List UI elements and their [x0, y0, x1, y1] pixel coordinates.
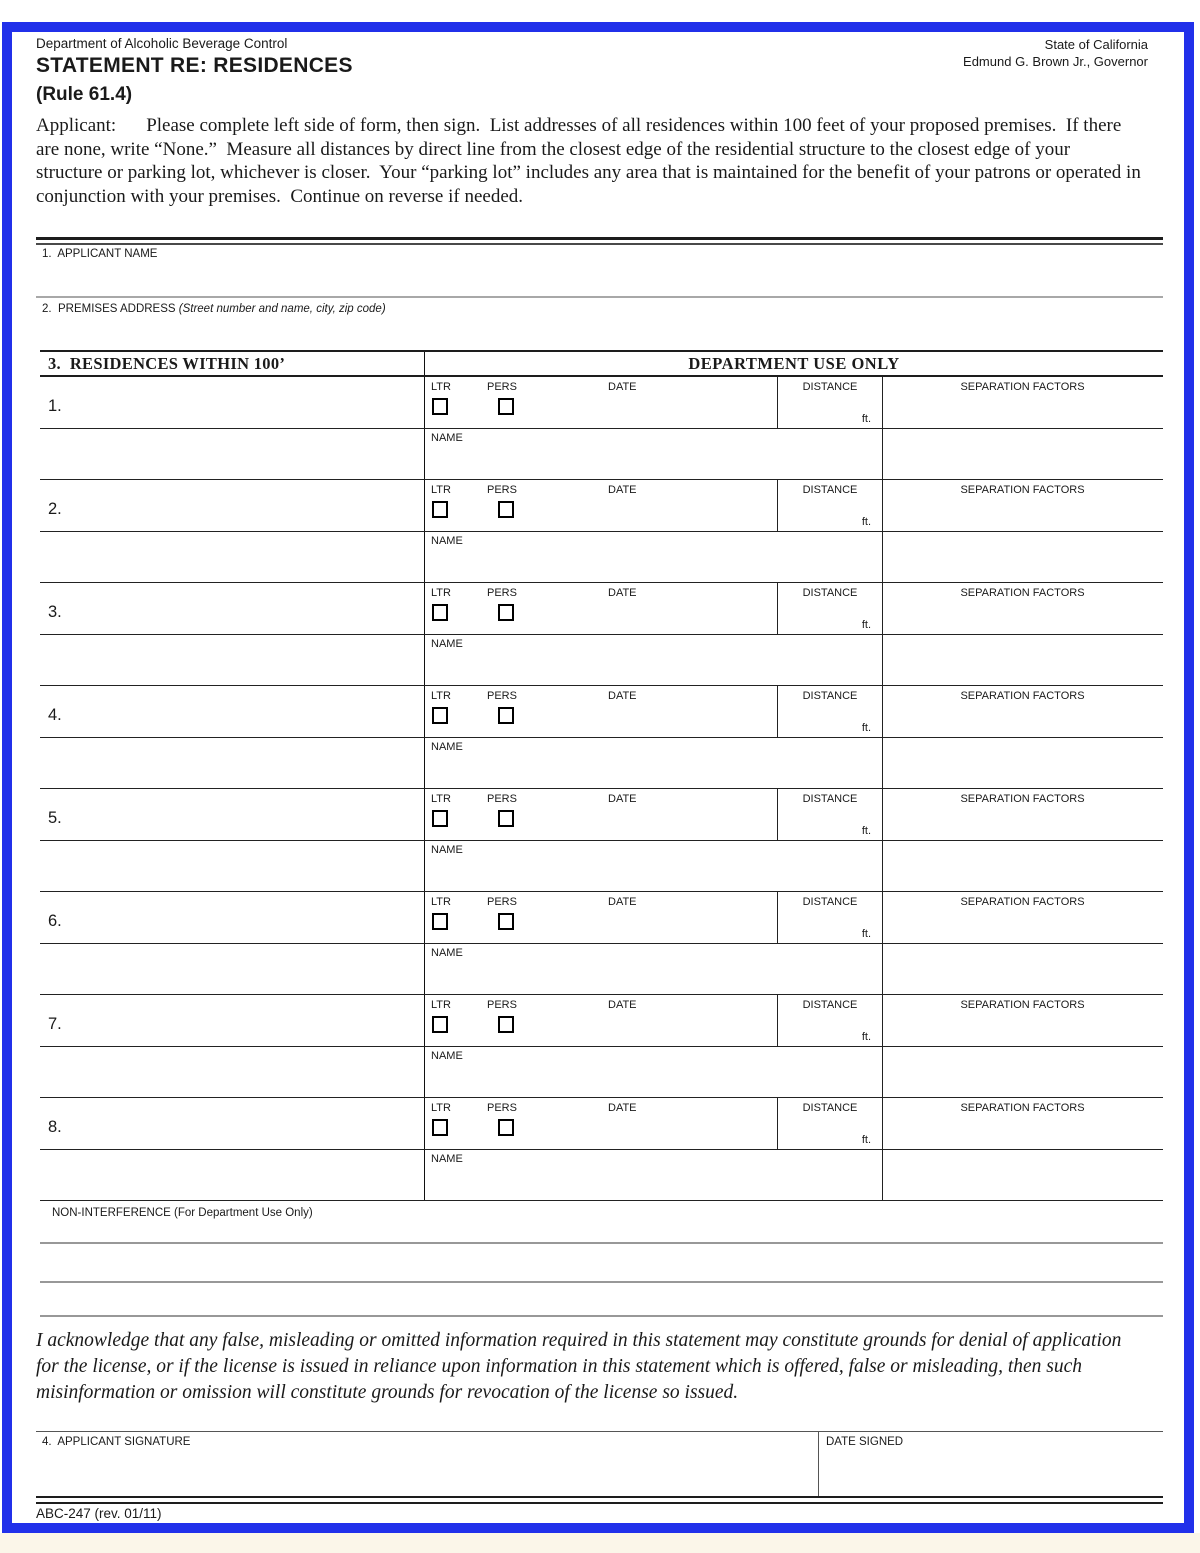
distance-input[interactable] — [778, 494, 868, 516]
residence-number: 2. — [48, 500, 62, 518]
row-subdivider-line — [40, 840, 1163, 841]
distance-label: DISTANCE — [802, 896, 858, 908]
distance-label: DISTANCE — [802, 1102, 858, 1114]
residence-number: 6. — [48, 912, 62, 930]
feet-unit-label: ft. — [861, 516, 871, 528]
pers-checkbox[interactable] — [498, 501, 514, 518]
residence-address-input[interactable] — [40, 377, 423, 428]
premises-address-input[interactable] — [36, 318, 1163, 350]
distance-label: DISTANCE — [802, 587, 858, 599]
ltr-checkbox[interactable] — [432, 1016, 448, 1033]
residence-address-line2-input[interactable] — [40, 738, 423, 788]
date-signed-label: DATE SIGNED — [826, 1436, 904, 1448]
residence-address-line2-input[interactable] — [40, 1150, 423, 1200]
date-label: DATE — [608, 587, 637, 599]
date-input[interactable] — [525, 1112, 775, 1148]
date-input[interactable] — [525, 597, 775, 633]
row-subdivider-line — [40, 737, 1163, 738]
date-input[interactable] — [525, 1009, 775, 1045]
distance-label: DISTANCE — [802, 381, 858, 393]
separation-factors-input[interactable] — [883, 906, 1161, 992]
date-label: DATE — [608, 484, 637, 496]
date-input[interactable] — [525, 803, 775, 839]
ltr-label: LTR — [431, 896, 451, 908]
residence-address-line2-input[interactable] — [40, 429, 423, 479]
residences-header-cell: 3. RESIDENCES WITHIN 100’ — [40, 352, 425, 375]
distance-input[interactable] — [778, 1112, 868, 1134]
distance-label: DISTANCE — [802, 484, 858, 496]
name-label: NAME — [431, 1050, 463, 1062]
separation-factors-input[interactable] — [883, 494, 1161, 580]
separation-factors-label: SEPARATION FACTORS — [960, 1102, 1085, 1114]
row-subdivider-line — [40, 1046, 1163, 1047]
non-interference-label: NON-INTERFERENCE (For Department Use Only) — [52, 1207, 313, 1219]
form-rule-number: (Rule 61.4) — [36, 84, 133, 105]
pers-label: PERS — [487, 587, 517, 599]
ltr-checkbox[interactable] — [432, 501, 448, 518]
distance-input[interactable] — [778, 1009, 868, 1031]
date-label: DATE — [608, 1102, 637, 1114]
date-label: DATE — [608, 896, 637, 908]
residence-row — [40, 1098, 1163, 1201]
separation-factors-input[interactable] — [883, 1112, 1161, 1198]
table-rows — [40, 377, 1163, 1201]
residence-number: 8. — [48, 1118, 62, 1136]
premises-address-label — [42, 303, 386, 315]
non-interference-writing-line[interactable] — [40, 1315, 1163, 1317]
residence-row — [40, 789, 1163, 892]
separation-factors-label: SEPARATION FACTORS — [960, 999, 1085, 1011]
name-label: NAME — [431, 741, 463, 753]
residence-row — [40, 583, 1163, 686]
residence-address-line2-input[interactable] — [40, 841, 423, 891]
ltr-label: LTR — [431, 587, 451, 599]
distance-input[interactable] — [778, 597, 868, 619]
name-label: NAME — [431, 638, 463, 650]
ltr-label: LTR — [431, 484, 451, 496]
acknowledgment-statement: I acknowledge that any false, misleading or omitted information required in this statement may constitute grounds for denial of application for the license, or if the license is issued in reliance upon information in this statement which is offered, false or misleading, then such misinformation or omission will constitute grounds for revocation of the license so issued. — [36, 1330, 1127, 1403]
separation-factors-label: SEPARATION FACTORS — [960, 381, 1085, 393]
residence-address-line2-input[interactable] — [40, 1047, 423, 1097]
double-rule-divider — [36, 237, 1163, 245]
row-subdivider-line — [40, 634, 1163, 635]
feet-unit-label: ft. — [861, 722, 871, 734]
name-label: NAME — [431, 432, 463, 444]
residence-row — [40, 480, 1163, 583]
separation-factors-label: SEPARATION FACTORS — [960, 793, 1085, 805]
separation-factors-input[interactable] — [883, 391, 1161, 477]
distance-input[interactable] — [778, 906, 868, 928]
pers-checkbox[interactable] — [498, 398, 514, 415]
ltr-label: LTR — [431, 999, 451, 1011]
ltr-checkbox[interactable] — [432, 398, 448, 415]
department-use-header-cell: DEPARTMENT USE ONLY — [688, 354, 900, 373]
residence-address-input[interactable] — [40, 1098, 423, 1149]
row-subdivider-line — [40, 428, 1163, 429]
name-label: NAME — [431, 947, 463, 959]
pers-checkbox[interactable] — [498, 810, 514, 827]
residence-address-input[interactable] — [40, 892, 423, 943]
pers-checkbox[interactable] — [498, 707, 514, 724]
row-subdivider-line — [40, 943, 1163, 944]
applicant-signature-label: 4. APPLICANT SIGNATURE — [42, 1436, 191, 1448]
pers-checkbox[interactable] — [498, 1119, 514, 1136]
separation-factors-input[interactable] — [883, 700, 1161, 786]
applicant-name-input[interactable] — [36, 262, 1163, 296]
residence-row — [40, 995, 1163, 1098]
feet-unit-label: ft. — [861, 928, 871, 940]
pers-checkbox[interactable] — [498, 1016, 514, 1033]
ltr-label: LTR — [431, 793, 451, 805]
form-title: STATEMENT RE: RESIDENCES — [36, 54, 353, 77]
applicant-name-label: 1. APPLICANT NAME — [42, 248, 158, 260]
applicant-instructions — [36, 114, 1146, 208]
residences-table — [40, 350, 1163, 1201]
date-label: DATE — [608, 793, 637, 805]
field-divider-line — [36, 296, 1163, 298]
residence-number: 4. — [48, 706, 62, 724]
residence-number: 7. — [48, 1015, 62, 1033]
name-label: NAME — [431, 1153, 463, 1165]
pers-checkbox[interactable] — [498, 913, 514, 930]
separation-factors-label: SEPARATION FACTORS — [960, 484, 1085, 496]
non-interference-writing-line[interactable] — [40, 1242, 1163, 1244]
residence-address-line2-input[interactable] — [40, 944, 423, 994]
date-label: DATE — [608, 999, 637, 1011]
pers-label: PERS — [487, 690, 517, 702]
premises-address-label-text: 2. PREMISES ADDRESS — [42, 303, 179, 315]
instructions-text: Please complete left side of form, then sign. List addresses of all residences within 100 feet of your proposed premises. If there are none, write “None.” Measure all distances by direct line from the closest edge of the residential structure to the closest edge of your structure or parking lot, whichever is closer. Your “parking lot” includes any area that is maintained for the benefit of your patrons or operated in conjunction with your premises. Continue on reverse if needed. — [36, 115, 1146, 207]
date-input[interactable] — [525, 700, 775, 736]
pers-label: PERS — [487, 484, 517, 496]
residence-address-input[interactable] — [40, 789, 423, 840]
residence-address-line2-input[interactable] — [40, 532, 423, 582]
distance-label: DISTANCE — [802, 999, 858, 1011]
ltr-checkbox[interactable] — [432, 604, 448, 621]
distance-input[interactable] — [778, 700, 868, 722]
feet-unit-label: ft. — [861, 1134, 871, 1146]
pers-checkbox[interactable] — [498, 604, 514, 621]
premises-address-hint: (Street number and name, city, zip code) — [178, 303, 386, 315]
distance-input[interactable] — [778, 391, 868, 413]
separation-factors-input[interactable] — [883, 1009, 1161, 1095]
residence-address-input[interactable] — [40, 583, 423, 634]
residence-row — [40, 377, 1163, 480]
residence-address-input[interactable] — [40, 686, 423, 737]
distance-label: DISTANCE — [802, 793, 858, 805]
feet-unit-label: ft. — [861, 1031, 871, 1043]
feet-unit-label: ft. — [861, 619, 871, 631]
pers-label: PERS — [487, 381, 517, 393]
distance-input[interactable] — [778, 803, 868, 825]
pers-label: PERS — [487, 793, 517, 805]
pers-label: PERS — [487, 896, 517, 908]
state-header — [963, 36, 1148, 70]
ltr-checkbox[interactable] — [432, 707, 448, 724]
feet-unit-label: ft. — [861, 413, 871, 425]
date-input[interactable] — [525, 906, 775, 942]
date-input[interactable] — [525, 391, 775, 427]
pers-label: PERS — [487, 999, 517, 1011]
page-bottom-edge — [0, 1533, 1200, 1553]
row-subdivider-line — [40, 1149, 1163, 1150]
separation-factors-label: SEPARATION FACTORS — [960, 690, 1085, 702]
signature-date-divider — [818, 1431, 819, 1496]
non-interference-writing-line[interactable] — [40, 1281, 1163, 1283]
date-label: DATE — [608, 381, 637, 393]
ltr-checkbox[interactable] — [432, 810, 448, 827]
separation-factors-input[interactable] — [883, 597, 1161, 683]
residence-row — [40, 686, 1163, 789]
date-signed-input[interactable] — [820, 1445, 1163, 1495]
pers-label: PERS — [487, 1102, 517, 1114]
ltr-label: LTR — [431, 690, 451, 702]
instructions-label: Applicant: — [36, 115, 117, 136]
name-label: NAME — [431, 535, 463, 547]
residence-number: 5. — [48, 809, 62, 827]
ltr-label: LTR — [431, 1102, 451, 1114]
residence-address-input[interactable] — [40, 995, 423, 1046]
ltr-checkbox[interactable] — [432, 913, 448, 930]
residence-number: 3. — [48, 603, 62, 621]
table-header-row — [40, 350, 1163, 377]
ltr-checkbox[interactable] — [432, 1119, 448, 1136]
residence-row — [40, 892, 1163, 995]
residence-address-input[interactable] — [40, 480, 423, 531]
date-input[interactable] — [525, 494, 775, 530]
row-subdivider-line — [40, 531, 1163, 532]
separation-factors-label: SEPARATION FACTORS — [960, 587, 1085, 599]
separation-factors-label: SEPARATION FACTORS — [960, 896, 1085, 908]
residence-address-line2-input[interactable] — [40, 635, 423, 685]
agency-name: Department of Alcoholic Beverage Control — [36, 36, 288, 51]
applicant-signature-input[interactable] — [36, 1445, 816, 1495]
separation-factors-input[interactable] — [883, 803, 1161, 889]
governor-name: Edmund G. Brown Jr., Governor — [963, 54, 1148, 69]
feet-unit-label: ft. — [861, 825, 871, 837]
distance-label: DISTANCE — [802, 690, 858, 702]
residence-number: 1. — [48, 397, 62, 415]
form-number: ABC-247 (rev. 01/11) — [36, 1506, 162, 1521]
ltr-label: LTR — [431, 381, 451, 393]
date-label: DATE — [608, 690, 637, 702]
bottom-double-rule — [36, 1496, 1163, 1504]
state-name: State of California — [1044, 37, 1148, 52]
name-label: NAME — [431, 844, 463, 856]
